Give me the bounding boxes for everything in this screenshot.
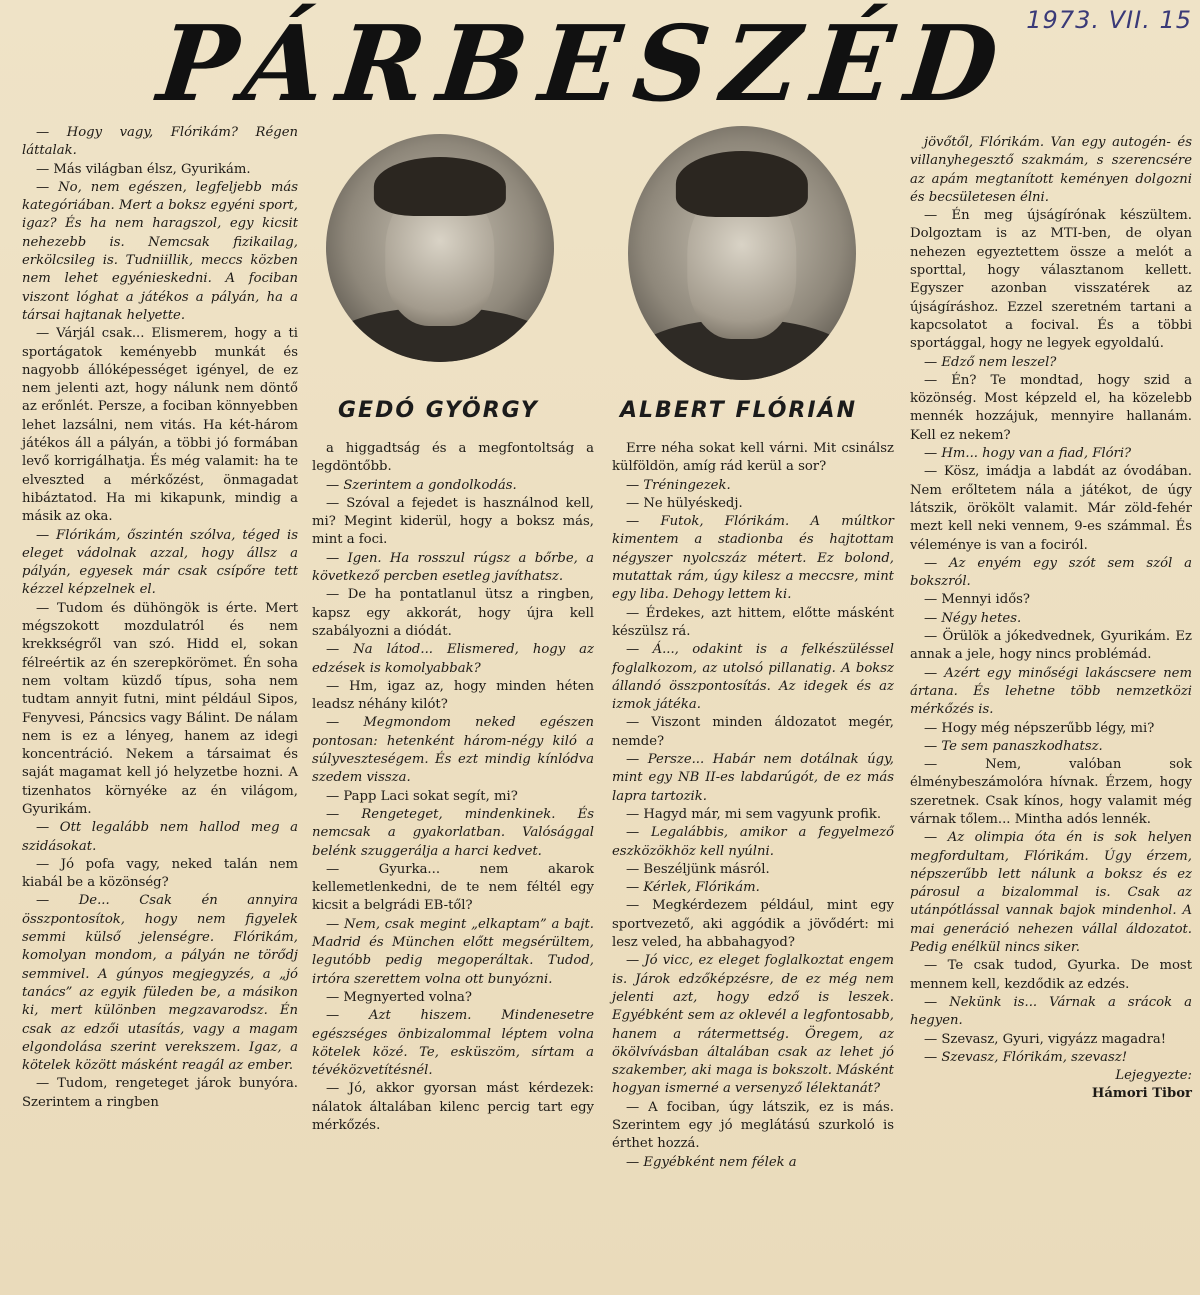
dialogue-paragraph: a higgadtság és a megfontoltság a legdöntőbb. — [312, 441, 594, 475]
dialogue-paragraph: — Hogy még népszerűbb légy, mi? — [924, 720, 1155, 736]
dialogue-paragraph: — Ne hülyéskedj. — [626, 495, 743, 511]
dialogue-paragraph: — Hagyd már, mi sem vagyunk profik. — [626, 806, 882, 822]
recorded-by-label: Lejegyezte: — [1115, 1068, 1192, 1084]
text-column-2 — [312, 440, 594, 1135]
dialogue-paragraph: — Flórikám, őszintén szólva, téged is eleget vádolnak azzal, hogy állsz a pályán, egyesek már csak csípőre tett kézzel képzelnek el. — [22, 527, 298, 598]
dialogue-paragraph: — Szóval a fejedet is használnod kell, mi? Megint kiderül, hogy a boksz más, mint a foci. — [312, 495, 594, 548]
dialogue-paragraph: Erre néha sokat kell várni. Mit csinálsz külföldön, amíg rád kerül a sor? — [612, 441, 894, 475]
dialogue-paragraph: — Beszéljünk másról. — [626, 861, 770, 877]
author-name: Hámori Tibor — [1091, 1086, 1192, 1102]
dialogue-paragraph: — Kösz, imádja a labdát az óvodában. Nem erőltetem nála a játékot, de úgy látszik, örökölt valamit. Már zöld-fehér mezt kell neki vennem, 9-es számmal. És véleménye is van a fociról. — [910, 464, 1192, 553]
dialogue-paragraph: — Tudom és dühöngök is érte. Mert mégszokott mozdulatról és nem krekkségről van szó. Hidd el, sokan félreértik az én szerepkörömet. Én soha nem voltam küzdő típus, soha nem tudtam annyit futni, mint például Sipos, Fenyvesi, Páncsics vagy Bálint. De nálam nem is ez a lényeg, hanem az idegi koncentráció. Nekem a társaimat és saját magamat kell jó helyzetbe hozni. A tizenhatos környéke az én világom, Gyurikám. — [22, 600, 298, 817]
dialogue-paragraph: — Viszont minden áldozatot megér, nemde? — [612, 715, 894, 749]
dialogue-paragraph: — Ott legalább nem hallod meg a szidásokat. — [22, 820, 298, 854]
dialogue-paragraph: — Azt hiszem. Mindenesetre egészséges önbizalommal léptem volna kötelek közé. Te, esküszöm, sírtam a tévéközvetítésnél. — [312, 1008, 594, 1079]
dialogue-paragraph: — Papp Laci sokat segít, mi? — [326, 788, 518, 804]
dialogue-paragraph: — Én meg újságírónak készültem. Dolgoztam is az MTI-ben, de olyan nehezen egyeztettem össze a melót a sporttal, hogy választanom kellett. Egyszer azonban visszatérek az újságíráshoz. Ezzel szeretném tartani a kapcsolatot a focival. És a többi sportággal, hogy ne legyek egyoldalú. — [910, 208, 1192, 352]
portrait-gedo-gyorgy — [326, 134, 554, 362]
dialogue-paragraph: — Négy hetes. — [924, 610, 1022, 626]
dialogue-paragraph: — Nem, valóban sok élménybeszámolóra hívnak. Érzem, hogy szeretnek. Csak kínos, hogy valamit még várnak tőlem... Mintha adós lennék. — [910, 757, 1192, 827]
portrait-albert-florian — [628, 126, 856, 380]
dialogue-paragraph: — Az olimpia óta én is sok helyen megfordultam, Flórikám. Úgy érzem, népszerűbb lett nálunk a boksz és ez párosul a bizalommal is. Csak az utánpótlással vannak bajok mindenhol. A mai generáció nehezen vállal áldozatot. Pedig enélkül nincs siker. — [910, 830, 1192, 956]
article-title: PÁRBESZÉD — [152, 2, 1018, 125]
dialogue-paragraph: — Más világban élsz, Gyurikám. — [36, 161, 251, 177]
dialogue-paragraph: jövőtől, Flórikám. Van egy autogén- és villanyhegesztő szakmám, s szerencsére az apám megtanított keményen dolgozni és becsületesen élni. — [910, 135, 1192, 205]
dialogue-paragraph: — Persze... Habár nem dotálnak úgy, mint egy NB II-es labdarúgót, de ez más lapra tartozik. — [612, 752, 894, 804]
dialogue-paragraph: — Megkérdezem például, mint egy sportvezető, aki aggódik a jövődért: mi lesz veled, ha abbahagyod? — [612, 898, 894, 951]
dialogue-paragraph: — Kérlek, Flórikám. — [626, 880, 760, 896]
dialogue-paragraph: — Igen. Ha rosszul rúgsz a bőrbe, a következő percben esetleg javíthatsz. — [312, 550, 594, 585]
dialogue-paragraph: — Futok, Flórikám. A múltkor kimentem a stadionba és hajtottam négyszer nyolcszáz métert. Ez bolond, mutattak rám, úgy kilesz a meccsre, mint egy liba. Dehogy lettem ki. — [612, 514, 894, 603]
dialogue-paragraph: — Hm, igaz az, hogy minden héten leadsz néhány kilót? — [312, 678, 594, 713]
dialogue-paragraph: — Legalábbis, amikor a fegyelmező eszközökhöz kell nyúlni. — [612, 825, 894, 859]
dialogue-paragraph: — Megmondom neked egészen pontosan: hetenként három-négy kiló a súlyveszteségem. És ezt mindig kínlódva szedem vissza. — [312, 715, 594, 786]
dialogue-paragraph: — Á..., odakint is a felkészüléssel foglalkozom, az utolsó pillanatig. A boksz állandó összpontosítás. Az idegek és az izmok játéka. — [612, 642, 894, 713]
dialogue-paragraph: — Tréningezek. — [626, 477, 731, 493]
dialogue-paragraph: — Jó vicc, ez eleget foglalkoztat engem is. Járok edzőképzésre, de ez még nem jelenti azt, hogy edző is leszek. Egyébként sem az oklevél a legfontosabb, hanem a rátermettség. Öregem, az ökölvívásban általában csak az lehet jó szakember, aki maga is bokszolt. Másként hogyan ismerné a versenyző lélektanát? — [612, 953, 894, 1097]
dialogue-paragraph: — Jó, akkor gyorsan mást kérdezek: nálatok általában kilenc percig tart egy mérkőzés. — [312, 1081, 594, 1133]
dialogue-paragraph: — Várjál csak... Elismerem, hogy a ti sportágatok keményebb munkát és nagyobb állóképességet igényel, de ez nem jelenti azt, hogy nálunk nem döntő az erőnlét. Persze, a fociban könnyebben lehet lazsálni, nem vitás. Ha két-három játékos áll a pályán, a többi jó formában levő korrigálhatja. És még valamit: ha te elveszted a mérkőzést, önmagadat hibáztatod. Ha mi kikapunk, mindig a másik az oka. — [22, 326, 298, 525]
dialogue-paragraph: — Egyébként nem félek a — [626, 1154, 797, 1170]
dialogue-paragraph: — De... Csak én annyira összpontosítok, hogy nem figyelek semmi külső jelenségre. Flórikám, komolyan mondom, a pályán ne törődj semmivel. A gúnyos megjegyzés, a „jó tanács” az egyik füleden be, a másikon ki, mert különben megzavarodsz. Én csak az edzői utasítás, vagy a magam elgondolása szerint verekszem. Igaz, a kötelek között másként reagál az ember. — [22, 893, 298, 1074]
portrait-hair — [374, 157, 506, 216]
portrait-hair — [676, 151, 808, 217]
dialogue-paragraph: — Nekünk is... Várnak a srácok a hegyen. — [910, 994, 1192, 1029]
dialogue-paragraph: — De ha pontatlanul ütsz a ringben, kapsz egy akkorát, hogy újra kell szabályozni a diódát. — [312, 587, 594, 639]
dialogue-paragraph: — Mennyi idős? — [924, 592, 1030, 608]
dialogue-paragraph: — Szevasz, Gyuri, vigyázz magadra! — [924, 1031, 1167, 1047]
dialogue-paragraph: — Az enyém egy szót sem szól a bokszról. — [910, 555, 1192, 590]
caption-right: ALBERT FLÓRIÁN — [620, 398, 857, 423]
dialogue-paragraph: — Hm... hogy van a fiad, Flóri? — [924, 446, 1132, 462]
text-column-3 — [612, 440, 894, 1172]
dialogue-paragraph: — Na látod... Elismered, hogy az edzések is komolyabbak? — [312, 642, 594, 676]
dialogue-paragraph: — Tudom, rengeteget járok bunyóra. Szerintem a ringben — [22, 1076, 298, 1110]
dialogue-paragraph: — Örülök a jókedvednek, Gyurikám. Ez annak a jele, hogy nincs problémád. — [910, 629, 1192, 663]
dialogue-paragraph: — Edző nem leszel? — [924, 354, 1057, 370]
dialogue-paragraph: — Szevasz, Flórikám, szevasz! — [924, 1049, 1127, 1065]
dialogue-paragraph: — Érdekes, azt hittem, előtte másként készülsz rá. — [612, 605, 894, 639]
dialogue-paragraph: — Megnyerted volna? — [326, 989, 472, 1005]
dialogue-paragraph: — Rengeteget, mindenkinek. És nemcsak a gyakorlatban. Valósággal belénk szuggerálja a harci kedvet. — [312, 806, 594, 859]
dialogue-paragraph: — Jó pofa vagy, neked talán nem kiabál be a közönség? — [22, 856, 298, 891]
dialogue-paragraph: — Te csak tudod, Gyurka. De most mennem kell, kezdődik az edzés. — [910, 958, 1192, 992]
caption-left: GEDÓ GYÖRGY — [338, 398, 539, 423]
text-column-1 — [22, 124, 298, 1112]
handwritten-date: 1973. VII. 15 — [1026, 6, 1192, 34]
dialogue-paragraph: — Nem, csak megint „elkaptam” a bajt. Madrid és München előtt megsérültem, legutóbb pedig megoperáltak. Tudod, irtóra szerettem volna ott bunyózni. — [312, 916, 594, 987]
dialogue-paragraph: — No, nem egészen, legfeljebb más kategóriában. Mert a boksz egyéni sport, igaz? És ha nem haragszol, egy kicsit nehezebb is. Nemcsak fizikailag, erkölcsileg is. Tudniillik, meccs közben nem lehet egyénieskedni. A fociban viszont lóghat a játékos a pályán, ha a társai hajtanak helyette. — [22, 179, 298, 323]
dialogue-paragraph: — Azért egy minőségi lakáscsere nem ártana. És lehetne több nemzetközi mérkőzés is. — [910, 665, 1192, 718]
text-column-4 — [910, 134, 1192, 1104]
dialogue-paragraph: — Én? Te mondtad, hogy szid a közönség. Most képzeld el, ha közelebb mennék hozzájuk, mennyire hallanám. Kell ez nekem? — [910, 372, 1192, 443]
dialogue-paragraph: — Szerintem a gondolkodás. — [326, 477, 517, 493]
dialogue-paragraph: — Gyurka... nem akarok kellemetlenkedni, de te nem féltél egy kicsit a belgrádi EB-től? — [312, 861, 594, 914]
dialogue-paragraph: — Te sem panaszkodhatsz. — [924, 738, 1103, 754]
dialogue-paragraph: — A fociban, úgy látszik, ez is más. Szerintem egy jó meglátású szurkoló is érthet hozzá. — [612, 1099, 894, 1152]
dialogue-paragraph: — Hogy vagy, Flórikám? Régen láttalak. — [22, 125, 298, 159]
